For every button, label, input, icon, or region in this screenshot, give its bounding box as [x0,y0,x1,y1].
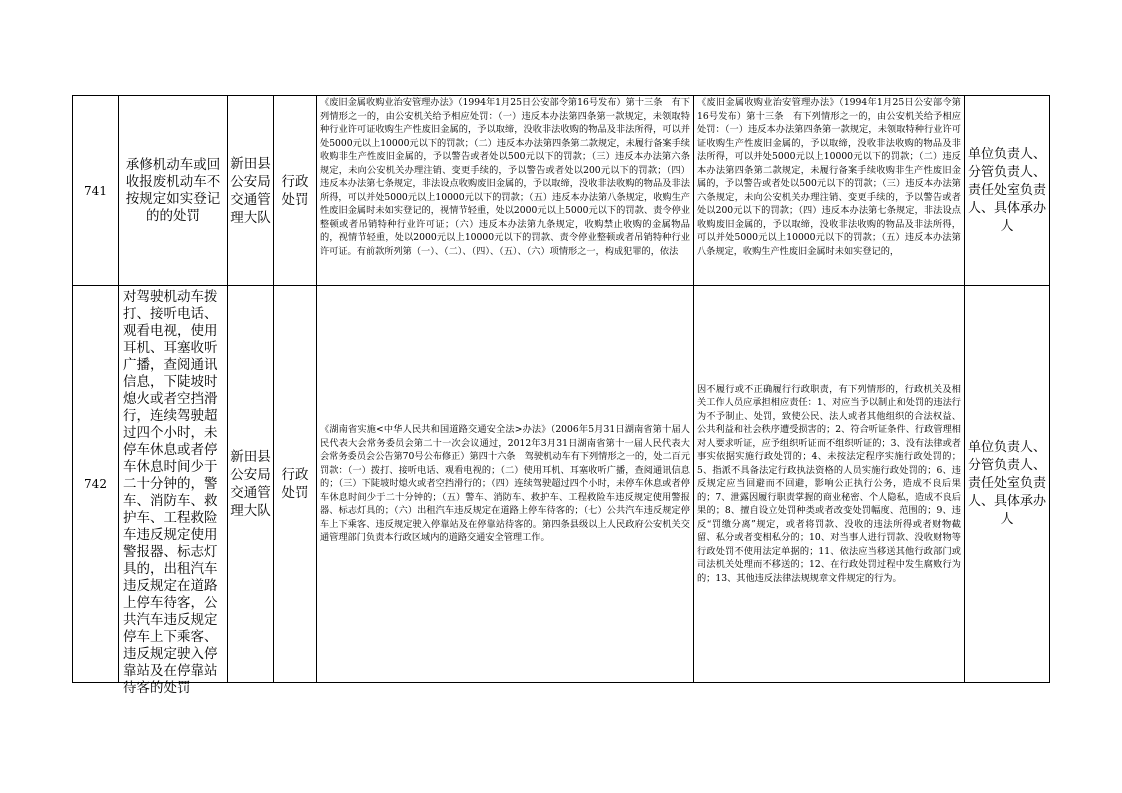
agency-name: 新田县公安局交通管理大队 [230,449,271,519]
agency-cell [228,286,274,683]
power-type-cell [274,286,317,683]
agency-name: 新田县公安局交通管理大队 [230,155,271,226]
item-name: 承修机动车或回收报废机动车不按规定如实登记的的处罚 [125,156,221,224]
power-type: 行政处罚 [281,467,309,501]
power-type: 行政处罚 [281,173,309,208]
legal-basis-cell [317,96,694,286]
item-name: 对驾驶机动车拨打、接听电话、观看电视，使用耳机、耳塞收听广播，查阅通讯信息，下陡坡时熄火或者空挡滑行，连续驾驶超过四个小时，未停车休息或者停车休息时间少于二十分钟的，警车、消防车、救护车、工程救险车违反规定使用警报器、标志灯具的，出租汽车违反规定在道路上停车待客，公共汽车违反规定停车上下乘客、违反规定驶入停靠站及在停靠站待客的处罚 [123,289,218,696]
responsible-person-cell [965,96,1050,286]
responsibility-cell [694,96,965,286]
responsibility-text: 因不履行或不正确履行行政职责，有下列情形的，行政机关及相关工作人员应承担相应责任：1、对应当予以制止和处罚的违法行为不予制止、处罚，致使公民、法人或者其他组织的合法权益、公共利益和社会秩序遭受损害的；2、符合听证条件、行政管理相对人要求听证，应予组织听证而不组织听证的；3、没有法律或者事实依据实施行政处罚的；4、未按法定程序实施行政处罚的；5、指派不具备法定行政执法资格的人员实施行政处罚的；6、违反规定应当回避而不回避，影响公正执行公务，造成不良后果的；7、泄露因履行职责掌握的商业秘密、个人隐私，造成不良后果的；8、擅自设立处罚种类或者改变处罚幅度、范围的；9、违反“罚缴分离”规定，或者将罚款、没收的违法所得或者财物截留、私分或者变相私分的；10、对当事人进行罚款、没收财物等行政处罚不使用法定单据的；11、依法应当移送其他行政部门或司法机关处理而不移送的；12、在行政处罚过程中发生腐败行为的；13、其他违反法律法规规章文件规定的行为。 [697,383,961,584]
responsibility-text: 《废旧金属收购业治安管理办法》（1994年1月25日公安部令第16号发布）第十三条 有下列情形之一的，由公安机关给予相应处罚：（一）违反本办法第四条第一款规定，未领取特种行业许可证收购生产性废旧金属的，予以取缔，没收非法收购的物品及非法所得，可以并处5000元以上10000元以下的罚款；（二）违反本办法第四条第二款规定，未履行备案手续收购非生产性废旧金属的，予以警告或者处以500元以下的罚款；（三）违反本办法第六条规定，未向公安机关办理注销、变更手续的，予以警告或者处以200元以下的罚款；（四）违反本办法第七条规定，非法设点收购废旧金属的，予以取缔，没收非法收购的物品及非法所得，可以并处5000元以上10000元以下的罚款；（五）违反本办法第八条规定，收购生产性废旧金属时未如实登记的， [697,97,961,257]
responsible-persons: 单位负责人、分管负责人、责任处室负责人、具体承办人 [968,440,1047,527]
legal-basis-text: 《湖南省实施<中华人民共和国道路交通安全法>办法》（2006年5月31日湖南省第十届人民代表大会常务委员会第二十一次会议通过，2012年3月31日湖南省第十一届人民代表大会常务委员会公告第70号公布修正）第四十六条 驾驶机动车有下列情形之一的，处二百元罚款：（一）拨打、接听电话、观看电视的；（二）使用耳机、耳塞收听广播，查阅通讯信息的；（三）下陡坡时熄火或者空挡滑行的；（四）连续驾驶超过四个小时，未停车休息或者停车休息时间少于二十分钟的；（五）警车、消防车、救护车、工程救险车违反规定使用警报器、标志灯具的；（六）出租汽车违反规定在道路上停车待客的；（七）公共汽车违反规定停车上下乘客、违反规定驶入停靠站及在停靠站待客的。第四条县级以上人民政府公安机关交通管理部门负责本行政区域内的道路交通安全管理工作。 [320,424,691,544]
table-row [73,96,1050,286]
row-number-cell [73,96,119,286]
responsible-person-cell [965,286,1050,683]
power-type-cell [274,96,317,286]
row-number-cell [73,286,119,683]
row-number: 742 [84,477,107,491]
responsibility-cell [694,286,965,683]
item-name-cell [119,96,228,286]
row-number: 741 [84,183,107,198]
responsibility-table [72,95,1050,696]
responsible-persons: 单位负责人、分管负责人、责任处室负责人、具体承办人 [968,146,1047,234]
item-name-cell [119,286,228,696]
agency-cell [228,96,274,286]
table-row [73,286,1050,683]
legal-basis-cell [317,286,694,683]
legal-basis-text: 《废旧金属收购业治安管理办法》（1994年1月25日公安部令第16号发布）第十三条 有下列情形之一的，由公安机关给予相应处罚：（一）违反本办法第四条第一款规定，未领取特种行业许可证收购生产性废旧金属的，予以取缔，没收非法收购的物品及非法所得，可以并处5000元以上10000元以下的罚款；（二）违反本办法第四条第二款规定，未履行备案手续收购非生产性废旧金属的，予以警告或者处以500元以下的罚款；（三）违反本办法第六条规定，未向公安机关办理注销、变更手续的，予以警告或者处以200元以下的罚款；（四）违反本办法第七条规定，非法设点收购废旧金属的，予以取缔，没收非法收购的物品及非法所得，可以并处5000元以上10000元以下的罚款；（五）违反本办法第八条规定，收购生产性废旧金属时未如实登记的，视情节轻重，处以2000元以上5000元以下的罚款、责令停业整顿或者吊销特种行业许可证；（六）违反本办法第九条规定，收购禁止收购的金属物品的，视情节轻重，处以2000元以上10000元以下的罚款、责令停业整顿或者吊销特种行业许可证。有前款所列第（一）、（二）、（四）、（五）、（六）项情形之一，构成犯罪的，依法 [320,97,690,257]
